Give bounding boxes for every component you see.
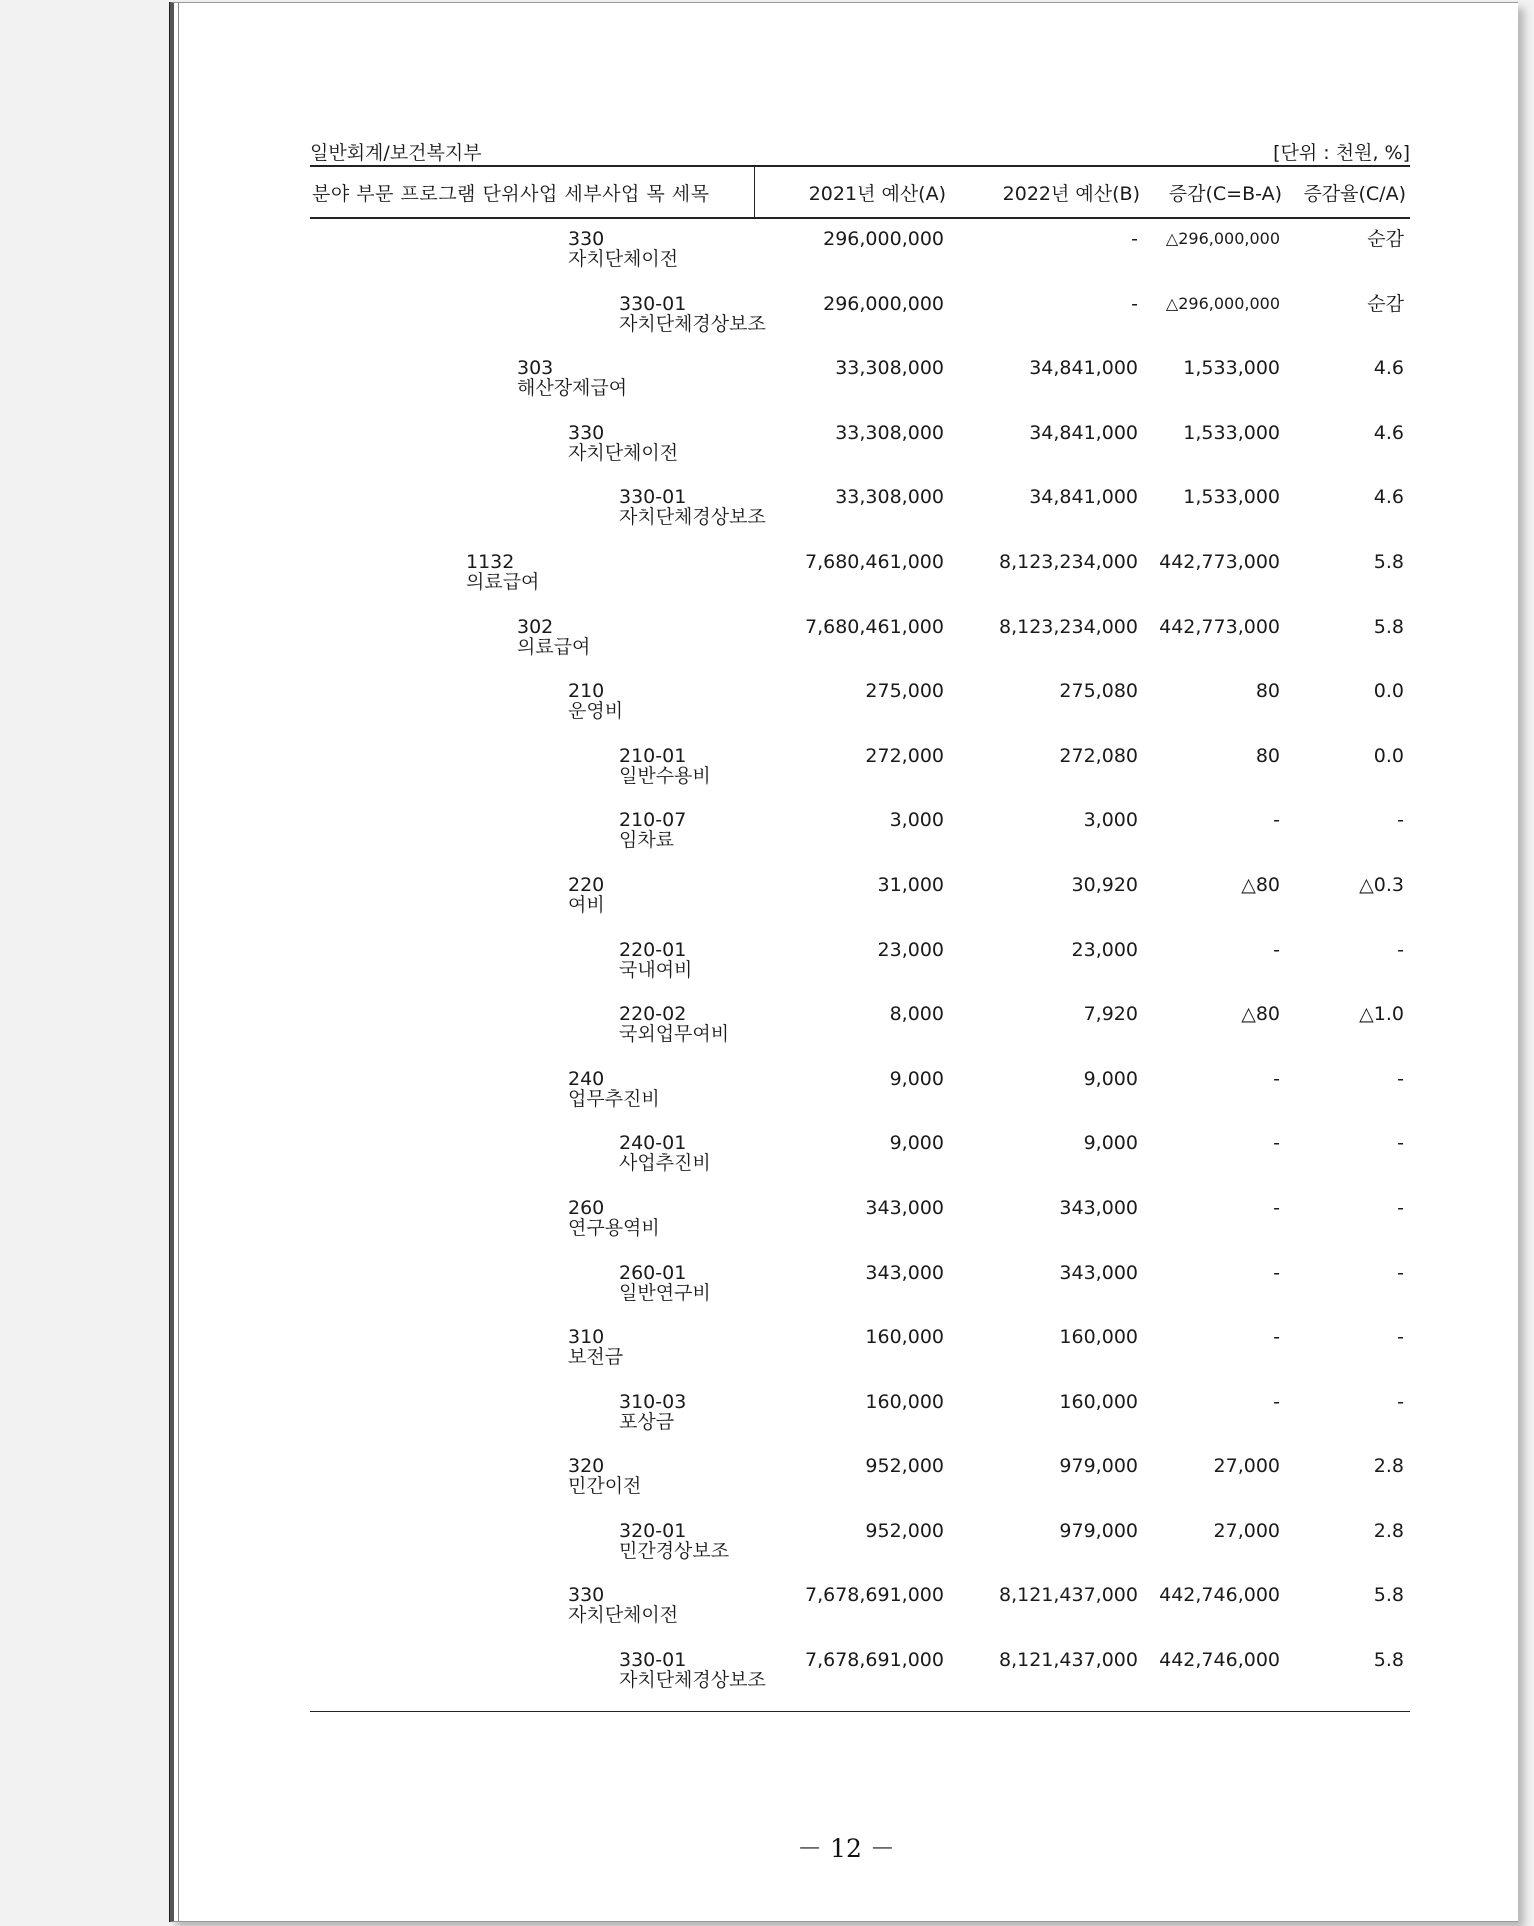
item-code: 220-02 xyxy=(619,1003,687,1026)
change-rate-cell: 5.8 xyxy=(1373,615,1404,638)
budget-2021-cell: 275,000 xyxy=(865,680,944,703)
item-name: 자치단체경상보조 xyxy=(619,312,766,335)
change-rate-cell: - xyxy=(1397,1196,1404,1219)
change-rate-cell: 0.0 xyxy=(1373,744,1404,767)
item-name: 운영비 xyxy=(568,700,624,723)
item-code: 220-01 xyxy=(619,938,687,961)
row-label xyxy=(310,413,755,478)
budget-2022-cell: 8,123,234,000 xyxy=(998,615,1138,638)
budget-2021-cell: 272,000 xyxy=(865,744,944,767)
item-code: 330-01 xyxy=(619,486,687,509)
row-label xyxy=(310,1059,755,1124)
change-amount-cell: △296,000,000 xyxy=(1165,229,1280,248)
row-label xyxy=(310,477,766,542)
change-amount-cell: 80 xyxy=(1255,680,1280,703)
item-name: 민간이전 xyxy=(568,1475,642,1498)
budget-2022-cell: 272,080 xyxy=(1059,744,1138,767)
table-row xyxy=(310,865,1410,930)
budget-2021-cell: 296,000,000 xyxy=(823,292,944,315)
table-header xyxy=(310,165,1410,219)
budget-2021-cell: 7,678,691,000 xyxy=(804,1649,944,1672)
budget-2021-cell: 33,308,000 xyxy=(835,421,944,444)
item-name: 의료급여 xyxy=(466,570,540,593)
item-name: 보전금 xyxy=(568,1346,624,1369)
change-amount-cell: 27,000 xyxy=(1213,1519,1280,1542)
budget-2022-cell: - xyxy=(1131,292,1138,315)
table-row xyxy=(310,284,1410,349)
item-name: 연구용역비 xyxy=(568,1216,660,1239)
budget-2022-cell: 8,121,437,000 xyxy=(998,1649,1138,1672)
table-row xyxy=(310,1188,1410,1253)
row-label xyxy=(310,284,766,349)
budget-2022-cell: 160,000 xyxy=(1059,1390,1138,1413)
change-amount-cell: 27,000 xyxy=(1213,1455,1280,1478)
budget-2022-cell: 979,000 xyxy=(1059,1519,1138,1542)
budget-2021-cell: 343,000 xyxy=(865,1261,944,1284)
item-name: 국외업무여비 xyxy=(619,1023,730,1046)
item-code: 320-01 xyxy=(619,1519,687,1542)
table-row xyxy=(310,1317,1410,1382)
change-amount-cell: 442,746,000 xyxy=(1159,1649,1280,1672)
change-amount-cell: 80 xyxy=(1255,744,1280,767)
change-amount-cell: - xyxy=(1273,1326,1280,1349)
budget-2022-cell: 30,920 xyxy=(1071,873,1138,896)
item-code: 302 xyxy=(517,615,554,638)
row-label xyxy=(310,542,755,607)
table-caption xyxy=(310,133,1410,165)
item-code: 240-01 xyxy=(619,1132,687,1155)
budget-2022-cell: 34,841,000 xyxy=(1029,421,1138,444)
budget-2022-cell: 7,920 xyxy=(1083,1003,1138,1026)
header-change-rate: 증감율(C/A) xyxy=(1303,182,1406,205)
budget-2022-cell: 343,000 xyxy=(1059,1261,1138,1284)
budget-2021-cell: 952,000 xyxy=(865,1455,944,1478)
change-rate-cell: - xyxy=(1397,1132,1404,1155)
change-rate-cell: - xyxy=(1397,809,1404,832)
page-number: － 12 － xyxy=(797,1834,895,1863)
table-row xyxy=(310,930,1410,995)
change-rate-cell: - xyxy=(1397,1067,1404,1090)
row-label xyxy=(310,930,755,995)
change-amount-cell: - xyxy=(1273,938,1280,961)
budget-2021-cell: 160,000 xyxy=(865,1326,944,1349)
account-title: 일반회계/보건복지부 xyxy=(310,142,482,164)
budget-2021-cell: 3,000 xyxy=(889,809,944,832)
change-rate-cell: 5.8 xyxy=(1373,1584,1404,1607)
table-row xyxy=(310,1511,1410,1576)
item-name: 국내여비 xyxy=(619,958,693,981)
row-label xyxy=(310,348,755,413)
change-rate-cell: 0.0 xyxy=(1373,680,1404,703)
change-amount-cell: - xyxy=(1273,1067,1280,1090)
budget-2022-cell: 34,841,000 xyxy=(1029,486,1138,509)
table-row xyxy=(310,671,1410,736)
table-row xyxy=(310,542,1410,607)
budget-2021-cell: 343,000 xyxy=(865,1196,944,1219)
row-label xyxy=(310,800,755,865)
budget-2022-cell: 8,123,234,000 xyxy=(998,550,1138,573)
change-amount-cell: 442,773,000 xyxy=(1159,550,1280,573)
budget-2022-cell: 9,000 xyxy=(1083,1132,1138,1155)
budget-2022-cell: 160,000 xyxy=(1059,1326,1138,1349)
change-rate-cell: 순감 xyxy=(1367,292,1404,315)
change-amount-cell: △296,000,000 xyxy=(1165,293,1280,313)
item-code: 210 xyxy=(568,680,605,703)
change-amount-cell: 1,533,000 xyxy=(1183,357,1280,380)
item-code: 240 xyxy=(568,1067,605,1090)
row-label xyxy=(310,1317,755,1382)
budget-2022-cell: 3,000 xyxy=(1083,809,1138,832)
item-code: 1132 xyxy=(466,550,515,573)
unit-label: [단위 : 천원, %] xyxy=(1273,142,1410,164)
item-code: 210-07 xyxy=(619,809,687,832)
table-row xyxy=(310,477,1410,542)
table-row xyxy=(310,1123,1410,1188)
budget-2021-cell: 9,000 xyxy=(889,1067,944,1090)
change-rate-cell: 4.6 xyxy=(1373,421,1404,444)
table-bottom-rule xyxy=(310,1711,1410,1712)
table-row xyxy=(310,994,1410,1059)
budget-2022-cell: - xyxy=(1131,228,1138,250)
budget-2022-cell: 34,841,000 xyxy=(1029,357,1138,380)
table-row xyxy=(310,348,1410,413)
item-name: 업무추진비 xyxy=(568,1087,660,1110)
row-label xyxy=(310,1640,766,1705)
item-name: 자치단체이전 xyxy=(568,1604,679,1627)
table-body xyxy=(310,219,1410,1705)
row-label xyxy=(310,1188,755,1253)
row-label xyxy=(310,994,755,1059)
table-row xyxy=(310,800,1410,865)
budget-2021-cell: 296,000,000 xyxy=(823,228,944,250)
change-rate-cell: 5.8 xyxy=(1373,1649,1404,1672)
change-amount-cell: 1,533,000 xyxy=(1183,486,1280,509)
change-rate-cell: 5.8 xyxy=(1373,550,1404,573)
change-amount-cell: - xyxy=(1273,1196,1280,1219)
row-label xyxy=(310,219,755,284)
header-2022-budget: 2022년 예산(B) xyxy=(1002,182,1140,205)
change-rate-cell: △0.3 xyxy=(1359,873,1404,896)
item-code: 330 xyxy=(568,421,605,444)
budget-2021-cell: 7,680,461,000 xyxy=(804,550,944,573)
budget-2021-cell: 8,000 xyxy=(889,1003,944,1026)
item-code: 220 xyxy=(568,873,605,896)
item-name: 자치단체경상보조 xyxy=(619,1669,766,1692)
budget-table-region xyxy=(310,133,1410,1712)
row-label xyxy=(310,1382,755,1447)
change-rate-cell: - xyxy=(1397,1390,1404,1413)
row-label xyxy=(310,671,755,736)
row-label xyxy=(310,736,755,801)
item-code: 330 xyxy=(568,228,605,250)
change-amount-cell: 1,533,000 xyxy=(1183,421,1280,444)
item-name: 일반연구비 xyxy=(619,1281,711,1304)
change-amount-cell: - xyxy=(1273,1132,1280,1155)
item-name: 임차료 xyxy=(619,829,675,852)
change-rate-cell: 2.8 xyxy=(1373,1519,1404,1542)
change-amount-cell: - xyxy=(1273,809,1280,832)
budget-2021-cell: 952,000 xyxy=(865,1519,944,1542)
budget-2022-cell: 23,000 xyxy=(1071,938,1138,961)
table-row xyxy=(310,219,1410,284)
item-code: 320 xyxy=(568,1455,605,1478)
table-row xyxy=(310,1640,1410,1705)
item-code: 260 xyxy=(568,1196,605,1219)
row-label xyxy=(310,1446,755,1511)
table-row xyxy=(310,607,1410,672)
change-rate-cell: △1.0 xyxy=(1359,1003,1404,1026)
item-name: 여비 xyxy=(568,893,605,916)
item-name: 의료급여 xyxy=(517,635,591,658)
header-change: 증감(C=B-A) xyxy=(1168,182,1282,205)
table-row xyxy=(310,1446,1410,1511)
budget-2021-cell: 7,680,461,000 xyxy=(804,615,944,638)
budget-2021-cell: 33,308,000 xyxy=(835,357,944,380)
change-rate-cell: - xyxy=(1397,1261,1404,1284)
item-name: 민간경상보조 xyxy=(619,1539,730,1562)
document-page xyxy=(170,2,1518,1922)
item-name: 일반수용비 xyxy=(619,764,711,787)
item-code: 303 xyxy=(517,357,554,380)
change-rate-cell: - xyxy=(1397,1326,1404,1349)
table-row xyxy=(310,1059,1410,1124)
item-code: 210-01 xyxy=(619,744,687,767)
change-amount-cell: 442,746,000 xyxy=(1159,1584,1280,1607)
change-rate-cell: 4.6 xyxy=(1373,357,1404,380)
item-name: 자치단체이전 xyxy=(568,441,679,464)
item-name: 자치단체이전 xyxy=(568,248,679,270)
item-name: 자치단체경상보조 xyxy=(619,506,766,529)
header-hierarchy: 분야 부문 프로그램 단위사업 세부사업 목 세목 xyxy=(310,167,755,217)
change-amount-cell: △80 xyxy=(1241,1003,1280,1026)
change-rate-cell: 순감 xyxy=(1367,228,1404,250)
row-label xyxy=(310,1575,755,1640)
table-row xyxy=(310,736,1410,801)
budget-2022-cell: 979,000 xyxy=(1059,1455,1138,1478)
row-label xyxy=(310,1511,755,1576)
item-name: 포상금 xyxy=(619,1410,675,1433)
change-rate-cell: 4.6 xyxy=(1373,486,1404,509)
budget-2021-cell: 31,000 xyxy=(877,873,944,896)
table-row xyxy=(310,413,1410,478)
change-amount-cell: - xyxy=(1273,1390,1280,1413)
change-amount-cell: 442,773,000 xyxy=(1159,615,1280,638)
item-code: 330 xyxy=(568,1584,605,1607)
change-rate-cell: - xyxy=(1397,938,1404,961)
table-row xyxy=(310,1253,1410,1318)
row-label xyxy=(310,865,755,930)
item-code: 330-01 xyxy=(619,292,687,315)
budget-2022-cell: 275,080 xyxy=(1059,680,1138,703)
item-code: 310 xyxy=(568,1326,605,1349)
budget-2021-cell: 9,000 xyxy=(889,1132,944,1155)
budget-2021-cell: 160,000 xyxy=(865,1390,944,1413)
table-row xyxy=(310,1575,1410,1640)
item-name: 해산장제급여 xyxy=(517,377,628,400)
row-label xyxy=(310,1123,755,1188)
table-row xyxy=(310,1382,1410,1447)
budget-2021-cell: 33,308,000 xyxy=(835,486,944,509)
budget-2021-cell: 23,000 xyxy=(877,938,944,961)
change-amount-cell: △80 xyxy=(1241,873,1280,896)
budget-2022-cell: 8,121,437,000 xyxy=(998,1584,1138,1607)
item-code: 310-03 xyxy=(619,1390,687,1413)
row-label xyxy=(310,607,755,672)
item-code: 330-01 xyxy=(619,1649,687,1672)
change-amount-cell: - xyxy=(1273,1261,1280,1284)
budget-2022-cell: 343,000 xyxy=(1059,1196,1138,1219)
budget-2021-cell: 7,678,691,000 xyxy=(804,1584,944,1607)
row-label xyxy=(310,1253,755,1318)
item-name: 사업추진비 xyxy=(619,1152,711,1175)
budget-2022-cell: 9,000 xyxy=(1083,1067,1138,1090)
change-rate-cell: 2.8 xyxy=(1373,1455,1404,1478)
item-code: 260-01 xyxy=(619,1261,687,1284)
header-2021-budget: 2021년 예산(A) xyxy=(808,182,946,205)
